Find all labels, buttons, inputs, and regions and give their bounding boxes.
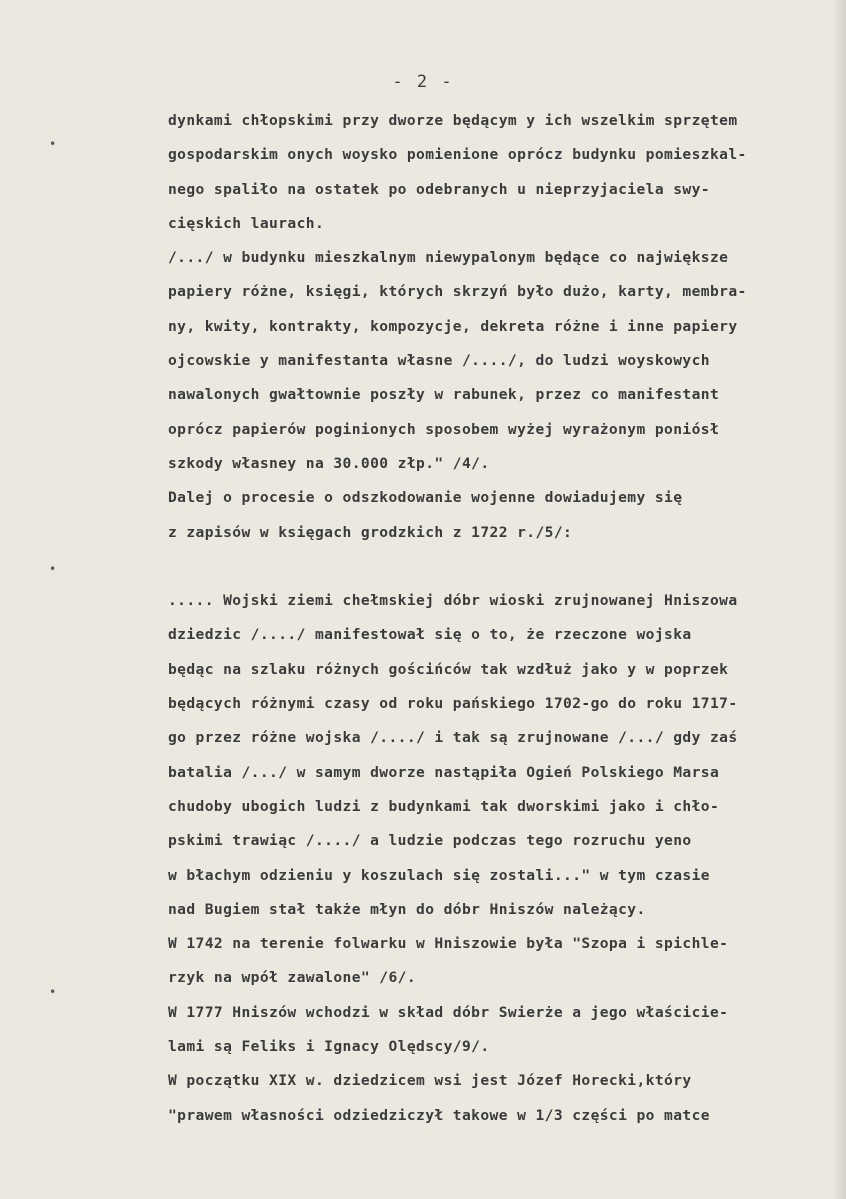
text-line: W 1742 na terenie folwarku w Hniszowie była "Szopa i spichle- <box>168 935 729 953</box>
text-line: nego spaliło na ostatek po odebranych u nieprzyjaciela swy- <box>168 180 710 198</box>
page-edge-shadow <box>832 0 846 1199</box>
page-number: - 2 - <box>392 72 454 92</box>
text-line: ..... Wojski ziemi chełmskiej dóbr wioski zrujnowanej Hniszowa <box>168 592 738 610</box>
margin-dot: • <box>49 562 57 576</box>
text-line: "prawem własności odziedziczył takowe w 1/3 części po matce <box>168 1106 710 1124</box>
text-line: oprócz papierów poginionych sposobem wyżej wyrażonym poniósł <box>168 420 720 438</box>
text-line: Dalej o procesie o odszkodowanie wojenne dowiadujemy się <box>168 489 683 507</box>
text-line: lami są Feliks i Ignacy Olędscy/9/. <box>168 1038 490 1056</box>
text-line: dynkami chłopskimi przy dworze będącym y ich wszelkim sprzętem <box>168 112 738 129</box>
text-line: dziedzic /..../ manifestował się o to, że rzeczone wojska <box>168 626 692 644</box>
text-line: gospodarskim onych woysko pomienione oprócz budynku pomieszkal- <box>168 146 747 164</box>
text-line: chudoby ubogich ludzi z budynkami tak dworskimi jako i chło- <box>168 797 720 815</box>
typewritten-text <box>168 104 816 1133</box>
text-line: szkody własney na 30.000 złp." /4/. <box>168 454 490 472</box>
text-line: ojcowskie y manifestanta własne /..../, do ludzi woyskowych <box>168 352 710 370</box>
text-line: rzyk na wpół zawalone" /6/. <box>168 969 417 987</box>
text-line: W 1777 Hniszów wchodzi w skład dóbr Swierże a jego właściciе- <box>168 1003 729 1021</box>
text-line: z zapisów w księgach grodzkich z 1722 r./5/: <box>168 523 573 541</box>
text-line <box>168 550 816 584</box>
text-line: /.../ w budynku mieszkalnym niewypalonym będące co największe <box>168 249 729 267</box>
text-line: go przez różne wojska /..../ i tak są zrujnowane /.../ gdy zaś <box>168 729 738 747</box>
text-line: batalia /.../ w samym dworze nastąpiła Ogień Polskiego Marsa <box>168 763 720 781</box>
text-line: nawalonych gwałtownie poszły w rabunek, przez co manifestant <box>168 386 720 404</box>
margin-dot: • <box>49 137 57 151</box>
text-line: ny, kwity, kontrakty, kompozycje, dekreta różne i inne papiery <box>168 317 738 335</box>
text-line: w błachym odzieniu y koszulach się zostali..." w tym czasie <box>168 866 710 884</box>
text-line: będących różnymi czasy od roku pańskiego 1702-go do roku 1717- <box>168 695 738 713</box>
text-line: papiery różne, księgi, których skrzyń było dużo, karty, membra- <box>168 283 747 301</box>
text-line: W początku XIX w. dziedzicem wsi jest Józef Horecki,który <box>168 1072 692 1090</box>
text-line: pskimi trawiąc /..../ a ludzie podczas tego rozruchu yeno <box>168 832 692 850</box>
text-line: będąc na szlaku różnych gościńców tak wzdłuż jako y w poprzek <box>168 660 729 678</box>
margin-dot: • <box>49 985 57 999</box>
text-line: nad Bugiem stał także młyn do dóbr Hniszów należący. <box>168 900 646 918</box>
text-line: cięskich laurach. <box>168 214 325 232</box>
